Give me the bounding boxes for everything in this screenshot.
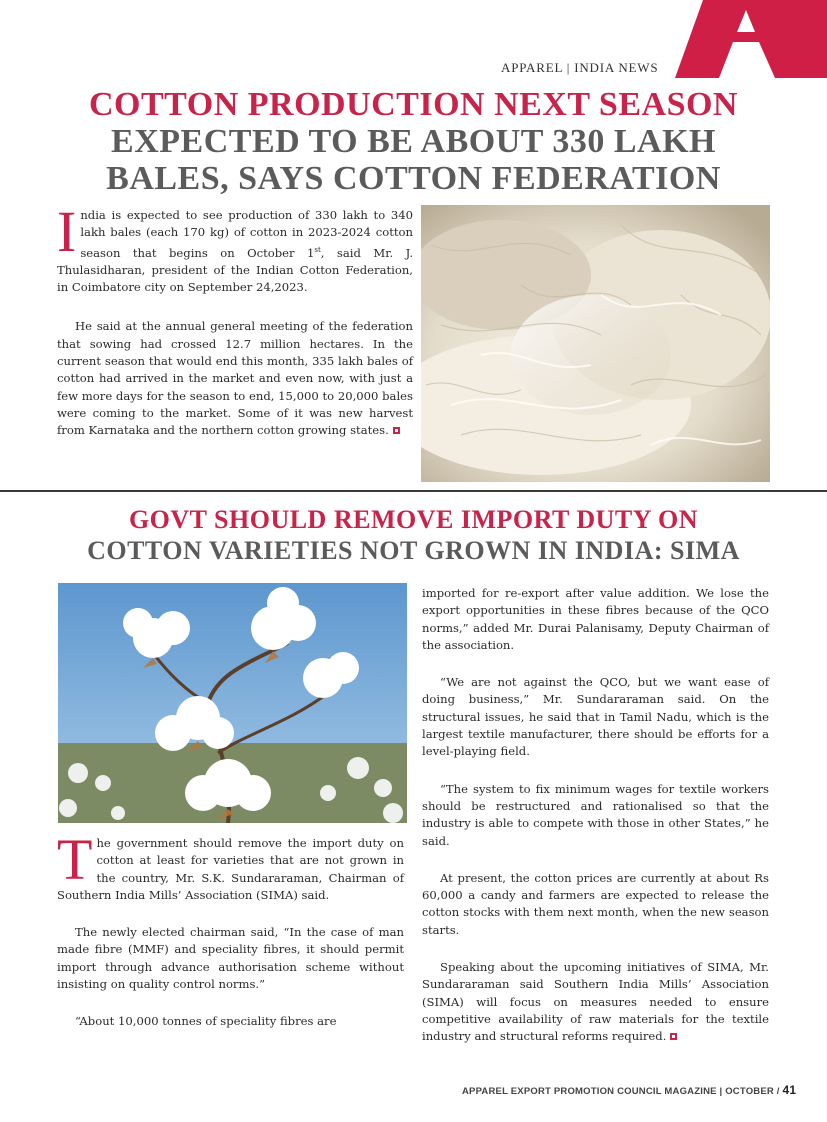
article2-paragraph-5: “We are not against the QCO, but we want ease of doing business,” Mr. Sundararaman said. On the structural issues, he said that in Tamil Nadu, which is the largest textile manufacturer, there should be efforts for a level-playing field. (422, 675, 769, 759)
page-number: 41 (782, 1083, 797, 1097)
article1-headline-line1: COTTON PRODUCTION NEXT SEASON (89, 86, 738, 123)
article2-headline-line1: GOVT SHOULD REMOVE IMPORT DUTY ON (128, 505, 699, 534)
dropcap: I (57, 199, 77, 264)
article2-paragraph-2: The newly elected chairman said, “In the case of man made fibre (MMF) and speciality fibres, it should permit import through advance authorisation scheme without insisting on quality control norms.” (57, 925, 404, 992)
article2-right-column (422, 585, 769, 1062)
article2-left-column (57, 827, 404, 1047)
magazine-logo (675, 0, 827, 78)
article1-body (57, 199, 414, 455)
section-label: APPAREL | INDIA NEWS (501, 60, 659, 75)
article2-paragraph-6: “The system to fix minimum wages for textile workers should be restructured and rationalised so that the industry is able to compete with those in other States,” he said. (422, 781, 769, 848)
cotton-plant-photo (58, 583, 407, 823)
article1-headline-line2: EXPECTED TO BE ABOUT 330 LAKH (111, 123, 716, 160)
article2-paragraph-4: imported for re-export after value addition. We lose the export opportunities in these fibres because of the QCO norms,” added Mr. Durai Palanisamy, Deputy Chairman of the association. (422, 586, 769, 652)
page-footer (462, 1083, 796, 1097)
end-mark-icon (393, 427, 400, 434)
article1-paragraph-1: India is expected to see production of 330 lakh to 340 lakh bales (each 170 kg) of cotton in 2023-2024 cotton season that begins on October 1st, said Mr. J. Thulasidharan, president of the Indian Cotton Federation, in Coimbatore city on September 24,2023. (57, 199, 414, 295)
article2-paragraph-3: “About 10,000 tonnes of speciality fibres are (75, 1014, 337, 1029)
article2-paragraph-7: At present, the cotton prices are currently at about Rs 60,000 a candy and farmers are expected to release the cotton stocks with them next month, when the new season starts. (422, 870, 769, 937)
section-divider (0, 490, 827, 492)
article2-headline-line2: COTTON VARIETIES NOT GROWN IN INDIA: SIMA (87, 536, 740, 565)
dropcap: T (57, 827, 93, 892)
article2-paragraph-1: The government should remove the import duty on cotton at least for varieties that are not grown in the country, Mr. S.K. Sundararaman, Chairman of Southern India Mills’ Association (SIMA) said. (57, 827, 404, 902)
article1-paragraph-2: He said at the annual general meeting of the federation that sowing had crossed 12.7 million hectares. In the current season that would end this month, 335 lakh bales of cotton had arrived in the market and even now, with just a few more days for the season to end, 15,000 to 20,000 bales were coming to the market. Some of it was new harvest from Karnataka and the northern cotton growing states. (57, 319, 413, 438)
article2-paragraph-8: Speaking about the upcoming initiatives of SIMA, Mr. Sundararaman said Southern India Mills’ Association (SIMA) will focus on measures needed to ensure competitive availability of raw materials for the textile industry and structural reforms required. (422, 960, 769, 1044)
cotton-fibre-photo (421, 205, 770, 482)
article1-headline-line3: BALES, SAYS COTTON FEDERATION (106, 160, 721, 197)
footer-magazine: APPAREL EXPORT PROMOTION COUNCIL MAGAZINE | OCTOBER / (462, 1086, 780, 1097)
end-mark-icon (670, 1033, 677, 1040)
